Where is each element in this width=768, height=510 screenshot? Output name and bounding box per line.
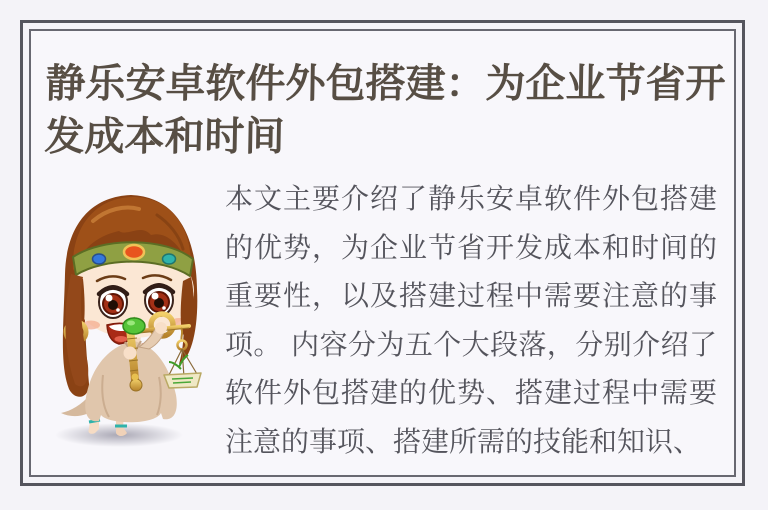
article-panel (29, 29, 736, 477)
article-frame (20, 20, 745, 486)
mascot-illustration (31, 179, 236, 451)
page-title: 静乐安卓软件外包搭建：为企业节省开发成本和时间 (44, 61, 726, 159)
mascot-scale-pan (164, 328, 201, 388)
article-body-text: 本文主要介绍了静乐安卓软件外包搭建的优势，为企业节省开发成本和时间的重要性，以及搭建过程中需要注意的事项。 内容分为五个大段落，分别介绍了软件外包搭建的优势、搭建过程中需要注意的事项、搭建所需的技能和知识、 (225, 182, 717, 458)
